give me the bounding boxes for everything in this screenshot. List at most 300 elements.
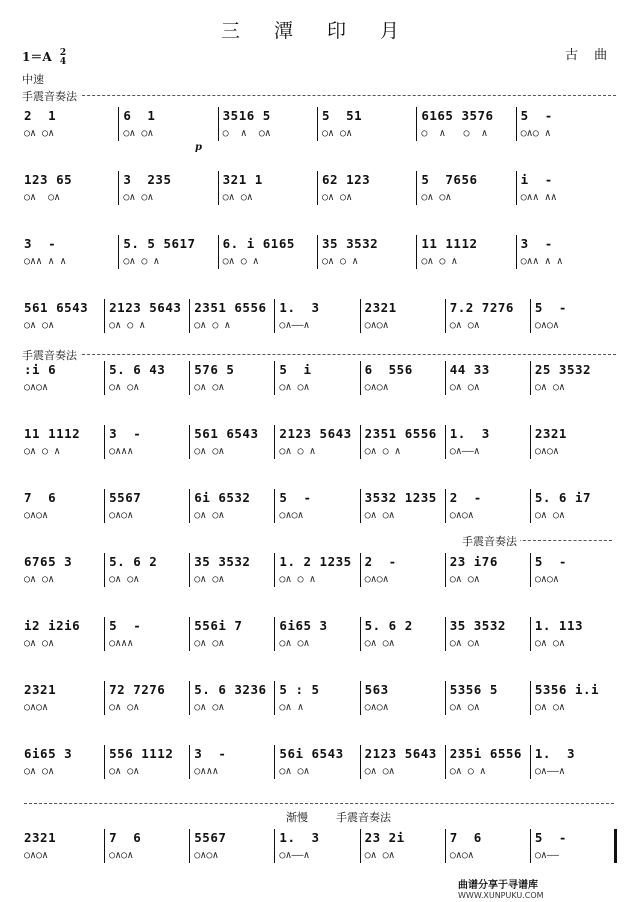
measure-notes: 23 2i [364, 830, 405, 845]
time-signature [60, 49, 66, 67]
barline [445, 299, 446, 333]
barline [530, 681, 531, 715]
measure [24, 830, 101, 876]
measure [279, 426, 356, 472]
measure [24, 618, 101, 664]
barline [189, 361, 190, 395]
measure [450, 300, 527, 346]
measure-notes: 235i 6556 [449, 746, 522, 761]
measure-fingering: ○∧ ○ ∧ [24, 446, 61, 457]
measure-fingering: ○∧ ○ ∧ [194, 320, 231, 331]
measure [279, 618, 356, 664]
measure [450, 362, 527, 408]
score-row [20, 554, 618, 600]
measure-fingering: ○∧ ○∧ [279, 638, 310, 649]
barline [530, 745, 531, 779]
barline [104, 553, 105, 587]
score-row [20, 426, 618, 472]
measure [535, 362, 612, 408]
measure-notes: 5567 [194, 830, 227, 845]
measure-notes: i - [520, 172, 553, 187]
measure [521, 172, 612, 218]
measure [123, 108, 214, 154]
measure [365, 682, 442, 728]
measure [365, 618, 442, 664]
score-row [20, 490, 618, 536]
barline [530, 553, 531, 587]
measure [194, 490, 271, 536]
measure [24, 746, 101, 792]
time-signature-denominator: 4 [59, 56, 67, 67]
measure [109, 362, 186, 408]
measure-fingering: ○∧ ○∧ [322, 192, 353, 203]
measure-fingering: ○∧ ○∧ [109, 382, 140, 393]
barline [317, 171, 318, 205]
measure-fingering: ○∧○∧ [449, 510, 474, 521]
measure-notes: 44 33 [449, 362, 490, 377]
technique-line [24, 803, 614, 804]
measure-fingering: ○∧ ○ ∧ [123, 256, 160, 267]
measure-notes: :i 6 [24, 362, 57, 377]
measure-notes: 5356 i.i [534, 682, 600, 697]
measure-notes: 1. 3 [534, 746, 575, 761]
barline [218, 171, 219, 205]
barline [445, 425, 446, 459]
measure-notes: 576 5 [194, 362, 235, 377]
measure [535, 618, 612, 664]
measure-fingering: ○∧ ○∧ [123, 192, 154, 203]
measure [421, 236, 512, 282]
measure [322, 172, 413, 218]
measure [109, 682, 186, 728]
measure [109, 618, 186, 664]
measure [450, 426, 527, 472]
measure [109, 746, 186, 792]
measure [194, 554, 271, 600]
barline [360, 299, 361, 333]
barline [416, 235, 417, 269]
measure-notes: 5 - [534, 830, 567, 845]
barline [360, 425, 361, 459]
measure [24, 554, 101, 600]
measure-fingering: ○∧ ○ ∧ [222, 256, 259, 267]
barline [189, 489, 190, 523]
measure-notes: 561 6543 [194, 426, 259, 441]
measure-notes: 72 7276 [109, 682, 166, 697]
measure [24, 362, 101, 408]
measure-notes: 6i 6532 [194, 490, 251, 505]
measure [194, 746, 271, 792]
measure [450, 682, 527, 728]
measure [535, 554, 612, 600]
measure [24, 108, 115, 154]
barline [274, 681, 275, 715]
tempo-change: 渐慢 [286, 809, 311, 825]
barline [104, 681, 105, 715]
measure [421, 108, 512, 154]
measure-fingering: ○∧○∧ [364, 320, 389, 331]
measure-notes: 25 3532 [534, 362, 592, 377]
measure [24, 682, 101, 728]
footer-site: 曲谱分享于寻谱库 [458, 880, 538, 891]
measure-fingering: ○∧ ○∧ [279, 766, 310, 777]
measure-fingering: ○∧ ○∧ [534, 510, 565, 521]
measure [450, 554, 527, 600]
measure-notes: 2 - [364, 554, 397, 569]
measure-fingering: ○∧ ○ ∧ [449, 766, 486, 777]
measure [535, 490, 612, 536]
barline [416, 107, 417, 141]
measure-fingering: ○∧∧ ∧∧ [520, 192, 557, 203]
measure [109, 300, 186, 346]
measure-fingering: ○∧ ○∧ [449, 574, 480, 585]
measure-notes: 5567 [109, 490, 142, 505]
measure-fingering: ○∧ ○∧ [449, 382, 480, 393]
measure [279, 830, 356, 876]
measure [223, 172, 314, 218]
measure-fingering: ○∧ ○∧ [109, 574, 140, 585]
measure-notes: 5 : 5 [279, 682, 320, 697]
barline [530, 617, 531, 651]
measure-fingering: ○∧○∧ [364, 574, 389, 585]
measure [521, 236, 612, 282]
measure-fingering: ○∧○∧ [364, 702, 389, 713]
measure-notes: i2 i2i6 [24, 618, 81, 633]
barline [218, 235, 219, 269]
measure-fingering: ○∧ ○∧ [194, 574, 225, 585]
barline [104, 425, 105, 459]
measure-notes: 6 1 [123, 108, 156, 123]
barline [104, 489, 105, 523]
measure [365, 426, 442, 472]
measure-notes: 1. 113 [534, 618, 583, 633]
final-barline [614, 829, 617, 863]
measure-notes: 3 - [194, 746, 227, 761]
measure-fingering: ○∧∧∧ [109, 446, 134, 457]
measure-notes: 7 6 [449, 830, 482, 845]
barline [445, 617, 446, 651]
measure-fingering: ○∧ ○∧ [24, 128, 55, 139]
measure [279, 682, 356, 728]
barline [445, 489, 446, 523]
barline [189, 425, 190, 459]
barline [104, 829, 105, 863]
tempo-marking: 中速 [22, 73, 44, 86]
barline [118, 107, 119, 141]
measure-fingering: ○∧ ○∧ [534, 382, 565, 393]
measure-notes: 3 - [24, 236, 57, 251]
measure [450, 618, 527, 664]
measure-fingering: ○∧○ ∧ [520, 128, 551, 139]
score-row [20, 172, 618, 218]
measure [109, 554, 186, 600]
measure-notes: 35 3532 [194, 554, 251, 569]
score-row [20, 682, 618, 728]
score-row [20, 300, 618, 346]
measure [450, 830, 527, 876]
measure-notes: 5. 6 3236 [194, 682, 267, 697]
measure-notes: 5 7656 [421, 172, 478, 187]
measure-fingering: ○∧ ○∧ [24, 638, 55, 649]
measure [194, 426, 271, 472]
key-label: 1＝A [22, 50, 52, 64]
measure-fingering: ○∧ ○∧ [24, 192, 61, 203]
barline [360, 829, 361, 863]
barline [189, 745, 190, 779]
measure-fingering: ○∧——∧ [279, 320, 310, 331]
measure [521, 108, 612, 154]
key-signature [22, 48, 66, 67]
measure-fingering: ○∧ ○∧ [109, 702, 140, 713]
measure [450, 490, 527, 536]
score-row [20, 618, 618, 664]
score-row [20, 108, 618, 154]
measure-fingering: ○∧○∧ [534, 574, 559, 585]
measure-notes: 1. 2 1235 [279, 554, 352, 569]
barline [516, 107, 517, 141]
measure-fingering: ○∧ ○∧ [194, 638, 225, 649]
measure [535, 426, 612, 472]
measure-notes: 2123 5643 [279, 426, 352, 441]
measure-notes: 1. 3 [279, 300, 320, 315]
measure-fingering: ○∧○∧ [279, 510, 304, 521]
barline [189, 553, 190, 587]
measure [535, 682, 612, 728]
measure-fingering: ○∧ ○∧ [222, 192, 253, 203]
measure-notes: 2 1 [24, 108, 57, 123]
measure-notes: 5. 6 2 [109, 554, 158, 569]
score-row [20, 362, 618, 408]
measure-fingering: ○∧○∧ [24, 850, 49, 861]
measure [24, 172, 115, 218]
measure-fingering: ○∧——∧ [534, 766, 565, 777]
barline [189, 299, 190, 333]
measure [123, 236, 214, 282]
measure-notes: 563 [364, 682, 389, 697]
measure-notes: 3532 1235 [364, 490, 437, 505]
measure-notes: 3 - [109, 426, 142, 441]
measure-fingering: ○∧ ○∧ [364, 510, 395, 521]
measure-fingering: ○∧ ○ ∧ [279, 446, 316, 457]
technique-label: 手震音奏法 [336, 809, 394, 825]
score-row [20, 236, 618, 282]
measure-notes: 2321 [364, 300, 397, 315]
measure [223, 236, 314, 282]
barline [445, 745, 446, 779]
measure [535, 830, 612, 876]
barline [360, 681, 361, 715]
measure-fingering: ○∧ ○∧ [449, 702, 480, 713]
measure-notes: 11 1112 [421, 236, 478, 251]
measure-notes: 3516 5 [222, 108, 271, 123]
measure-notes: 2123 5643 [109, 300, 182, 315]
measure-fingering: ○∧——∧ [449, 446, 480, 457]
measure [194, 830, 271, 876]
measure-fingering: ○∧ ○∧ [364, 850, 395, 861]
measure-fingering: ○ ∧ ○∧ [222, 128, 271, 139]
measure-notes: 123 65 [24, 172, 73, 187]
measure-notes: 5. 5 5617 [123, 236, 196, 251]
measure-fingering: ○∧ ○∧ [24, 320, 55, 331]
measure-notes: 1. 3 [449, 426, 490, 441]
measure-fingering: ○∧ ○∧ [24, 574, 55, 585]
measure [109, 426, 186, 472]
score-title: 三 潭 印 月 [220, 20, 414, 42]
measure-fingering: ○∧∧∧ [194, 766, 219, 777]
measure-fingering: ○∧ ○∧ [194, 382, 225, 393]
measure-notes: 5 - [520, 108, 553, 123]
measure [279, 300, 356, 346]
technique-label: 手震音奏法 [22, 88, 80, 104]
measure-notes: 6165 3576 [421, 108, 494, 123]
measure-notes: 2321 [24, 682, 57, 697]
barline [530, 425, 531, 459]
barline [218, 107, 219, 141]
measure-notes: 35 3532 [322, 236, 379, 251]
measure-notes: 5 i [279, 362, 312, 377]
barline [274, 299, 275, 333]
measure-notes: 6i65 3 [279, 618, 328, 633]
measure-notes: 6. i 6165 [222, 236, 295, 251]
measure [365, 362, 442, 408]
measure-fingering: ○∧ ○∧ [109, 766, 140, 777]
measure-notes: 5 51 [322, 108, 363, 123]
measure-fingering: ○∧ ○∧ [421, 192, 452, 203]
barline [360, 361, 361, 395]
measure [365, 490, 442, 536]
measure [365, 746, 442, 792]
measure-fingering: ○∧ ○∧ [24, 766, 55, 777]
barline [118, 235, 119, 269]
measure-notes: 5 - [109, 618, 142, 633]
barline [445, 361, 446, 395]
barline [274, 553, 275, 587]
measure-notes: 11 1112 [24, 426, 81, 441]
measure-notes: 7 6 [24, 490, 57, 505]
measure-notes: 35 3532 [449, 618, 506, 633]
measure-fingering: ○∧ ○∧ [322, 128, 353, 139]
measure-notes: 556i 7 [194, 618, 243, 633]
barline [104, 299, 105, 333]
barline [274, 361, 275, 395]
footer-url: WWW.XUNPUKU.COM [458, 891, 544, 900]
measure [365, 300, 442, 346]
measure-fingering: ○∧∧ ∧ ∧ [24, 256, 67, 267]
measure-notes: 561 6543 [24, 300, 89, 315]
barline [445, 553, 446, 587]
barline [189, 617, 190, 651]
measure-fingering: ○∧∧ ∧ ∧ [520, 256, 563, 267]
measure [365, 554, 442, 600]
measure [450, 746, 527, 792]
measure-fingering: ○∧ ○∧ [194, 446, 225, 457]
measure-notes: 56i 6543 [279, 746, 344, 761]
measure-notes: 5. 6 43 [109, 362, 166, 377]
measure-fingering: ○∧ ○∧ [364, 766, 395, 777]
measure-fingering: ○ ∧ ○ ∧ [421, 128, 488, 139]
barline [189, 681, 190, 715]
measure-notes: 2351 6556 [364, 426, 437, 441]
measure-notes: 7.2 7276 [449, 300, 514, 315]
measure [535, 746, 612, 792]
barline [360, 489, 361, 523]
measure [279, 746, 356, 792]
measure-fingering: ○∧ ○∧ [194, 510, 225, 521]
barline [416, 171, 417, 205]
measure [322, 108, 413, 154]
measure [223, 108, 314, 154]
barline [189, 829, 190, 863]
measure-notes: 321 1 [222, 172, 263, 187]
barline [104, 745, 105, 779]
measure [109, 830, 186, 876]
measure-fingering: ○∧ ○∧ [534, 702, 565, 713]
score-row [20, 830, 618, 876]
measure-fingering: ○∧○∧ [24, 510, 49, 521]
barline [360, 617, 361, 651]
measure-notes: 23 i76 [449, 554, 498, 569]
measure [421, 172, 512, 218]
measure-notes: 5. 6 2 [364, 618, 413, 633]
measure-notes: 6i65 3 [24, 746, 73, 761]
measure [194, 618, 271, 664]
measure-notes: 2123 5643 [364, 746, 437, 761]
barline [274, 617, 275, 651]
measure [535, 300, 612, 346]
measure-fingering: ○∧ ○ ∧ [364, 446, 401, 457]
composer: 古 曲 [565, 48, 614, 63]
barline [274, 425, 275, 459]
barline [317, 107, 318, 141]
measure [279, 554, 356, 600]
score-row [20, 746, 618, 792]
technique-label: 手震音奏法 [462, 533, 520, 549]
measure [24, 490, 101, 536]
measure-fingering: ○∧ ○∧ [449, 638, 480, 649]
measure-fingering: ○∧ ○∧ [364, 638, 395, 649]
measure-notes: 5356 5 [449, 682, 498, 697]
measure-notes: 62 123 [322, 172, 371, 187]
measure-fingering: ○∧ ○ ∧ [279, 574, 316, 585]
barline [104, 617, 105, 651]
barline [274, 829, 275, 863]
barline [104, 361, 105, 395]
measure-fingering: ○∧○∧ [24, 382, 49, 393]
measure-fingering: ○∧ ○ ∧ [322, 256, 359, 267]
barline [317, 235, 318, 269]
technique-line [22, 354, 616, 355]
barline [360, 745, 361, 779]
measure [279, 362, 356, 408]
technique-label: 手震音奏法 [22, 347, 80, 363]
measure-notes: 1. 3 [279, 830, 320, 845]
measure-fingering: ○∧○∧ [534, 320, 559, 331]
measure [109, 490, 186, 536]
measure-fingering: ○∧ ○∧ [534, 638, 565, 649]
measure [24, 236, 115, 282]
barline [445, 829, 446, 863]
measure-notes: 5 - [534, 300, 567, 315]
measure [194, 362, 271, 408]
measure-notes: 3 - [520, 236, 553, 251]
barline [445, 681, 446, 715]
measure-fingering: ○∧ ○∧ [123, 128, 154, 139]
measure-notes: 3 235 [123, 172, 172, 187]
measure [322, 236, 413, 282]
barline [274, 745, 275, 779]
measure-fingering: ○∧ ∧ [279, 702, 304, 713]
technique-line [22, 95, 616, 96]
